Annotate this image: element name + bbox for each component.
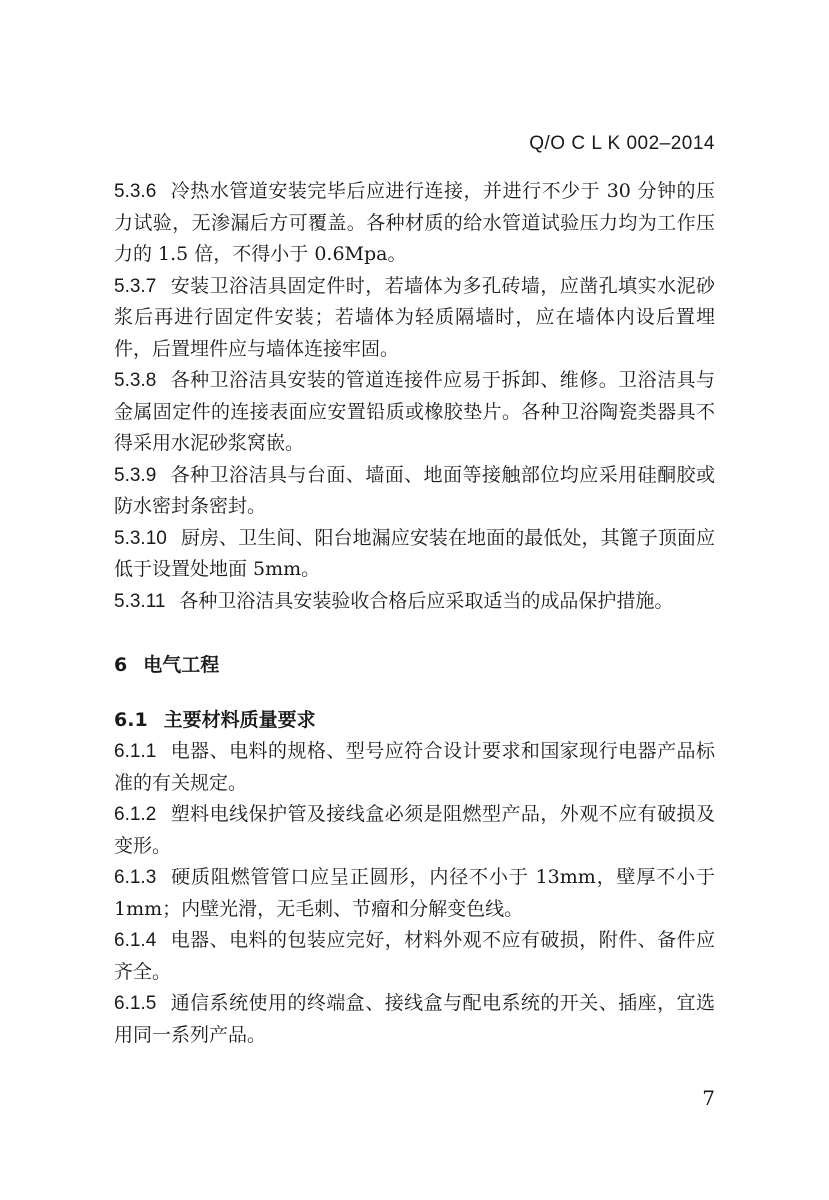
page-body xyxy=(114,176,715,1051)
clause-text: 电器、电料的包装应完好，材料外观不应有破损，附件、备件应齐全。 xyxy=(114,929,715,983)
clause-5-3-6 xyxy=(114,176,715,271)
clause-number: 5.3.8 xyxy=(114,370,157,391)
clause-6-1-3 xyxy=(114,862,715,925)
clause-text: 安装卫浴洁具固定件时，若墙体为多孔砖墙，应凿孔填实水泥砂浆后再进行固定件安装；若墙体为轻质隔墙时，应在墙体内设后置埋件，后置埋件应与墙体连接牢固。 xyxy=(114,274,715,360)
clause-number: 5.3.9 xyxy=(114,464,157,486)
clause-5-3-11 xyxy=(114,586,715,618)
clause-text: 冷热水管道安装完毕后应进行连接，并进行不少于 30 分钟的压力试验，无渗漏后方可覆盖。各种材质的给水管道试验压力均为工作压力的 1.5 倍，不得小于 0.6Mpa。 xyxy=(114,180,715,265)
clause-text: 各种卫浴洁具安装验收合格后应采取适当的成品保护措施。 xyxy=(179,589,674,612)
clause-text: 各种卫浴洁具安装的管道连接件应易于拆卸、维修。卫浴洁具与金属固定件的连接表面应安置铅质或橡胶垫片。各种卫浴陶瓷类器具不得采用水泥砂浆窝嵌。 xyxy=(114,369,715,454)
clause-number: 6.1.3 xyxy=(114,867,157,888)
section-number: 6.1 xyxy=(114,709,148,731)
clause-text: 电器、电料的规格、型号应符合设计要求和国家现行电器产品标准的有关规定。 xyxy=(114,740,715,794)
clause-number: 5.3.7 xyxy=(114,275,157,297)
chapter-title: 电气工程 xyxy=(143,654,220,676)
clause-number: 6.1.5 xyxy=(114,993,157,1014)
page-number: 7 xyxy=(702,1086,715,1110)
chapter-number: 6 xyxy=(114,654,128,676)
clause-5-3-8 xyxy=(114,365,715,460)
document-code: Q/O C L K 002–2014 xyxy=(529,133,715,154)
clause-5-3-10 xyxy=(114,523,715,586)
clause-5-3-7 xyxy=(114,271,715,366)
clause-6-1-4 xyxy=(114,925,715,988)
clause-6-1-5 xyxy=(114,988,715,1051)
section-title: 主要材料质量要求 xyxy=(163,709,316,731)
clause-number: 5.3.6 xyxy=(114,181,157,202)
clause-number: 6.1.1 xyxy=(114,741,157,762)
clause-text: 硬质阻燃管管口应呈正圆形，内径不小于 13mm，壁厚不小于 1mm；内壁光滑，无毛刺、节瘤和分解变色线。 xyxy=(114,866,715,920)
clause-number: 5.3.11 xyxy=(114,590,166,612)
clause-number: 5.3.10 xyxy=(114,527,167,549)
clause-5-3-9 xyxy=(114,460,715,523)
clause-6-1-2 xyxy=(114,799,715,862)
clause-number: 6.1.2 xyxy=(114,804,157,825)
section-heading xyxy=(114,705,715,736)
clause-text: 各种卫浴洁具与台面、墙面、地面等接触部位均应采用硅酮胶或防水密封条密封。 xyxy=(114,463,715,517)
clause-6-1-1 xyxy=(114,736,715,799)
clause-number: 6.1.4 xyxy=(114,930,157,951)
chapter-heading xyxy=(114,650,715,681)
clause-text: 厨房、卫生间、阳台地漏应安装在地面的最低处，其篦子顶面应低于设置处地面 5mm。 xyxy=(114,526,715,580)
clause-text: 塑料电线保护管及接线盒必须是阻燃型产品，外观不应有破损及变形。 xyxy=(114,803,715,857)
clause-text: 通信系统使用的终端盒、接线盒与配电系统的开关、插座，宜选用同一系列产品。 xyxy=(114,992,715,1046)
